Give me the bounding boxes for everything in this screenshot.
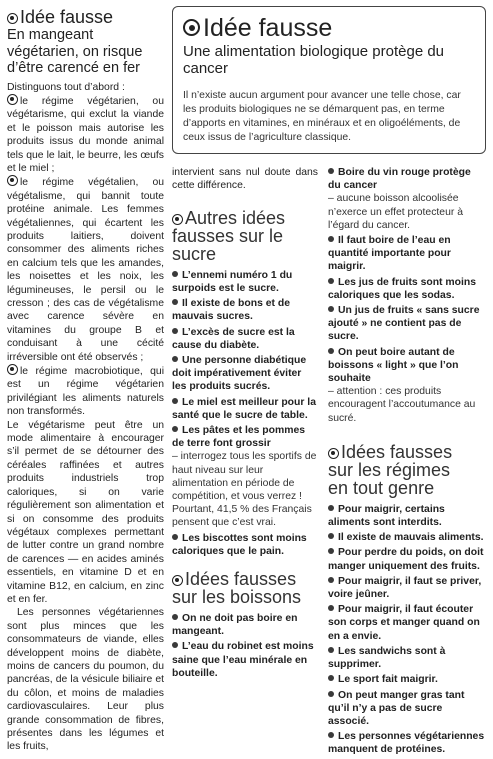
list-item xyxy=(328,166,486,232)
list-item xyxy=(328,346,486,425)
left-p2-text: le régime végétalien, ou végétalisme, qui bannit toute protéine animale. Les femmes végétaliennes, qui écartent les produits laitiers, doivent consommer des aliments riches en calcium tels que les amandes, les noisettes et les noix, les légumineuses, le persil ou le cresson ; des cas de végétalisme avec carence sévère en vitamines du groupe B et conduisant à une cécité irréversible ont été observés ; xyxy=(7,177,164,363)
filled-dot-icon xyxy=(328,306,334,312)
filled-dot-icon xyxy=(172,642,178,648)
circled-dot-icon xyxy=(328,448,339,459)
circled-dot-icon xyxy=(7,364,18,375)
list-item xyxy=(328,673,486,686)
filled-dot-icon xyxy=(328,732,334,738)
filled-dot-icon xyxy=(328,168,334,174)
filled-dot-icon xyxy=(172,426,178,432)
list-item-text: L’eau du robinet est moins saine que l’eau minérale en bouteille. xyxy=(172,641,314,679)
boissons-heading-line1: Idées fausses xyxy=(185,569,297,590)
filled-dot-icon xyxy=(172,534,178,540)
list-item-text: L’ennemi numéro 1 du surpoids est le sucre. xyxy=(172,269,293,295)
list-item-text: On ne doit pas boire en mangeant. xyxy=(172,613,298,638)
filled-dot-icon xyxy=(328,647,334,653)
list-item xyxy=(328,730,486,756)
list-item xyxy=(328,531,486,544)
filled-dot-icon xyxy=(328,505,334,511)
left-column xyxy=(7,8,164,754)
left-p1-text: le régime végétarien, ou végétarisme, qui exclut la viande et le poisson mais autorise les produits issus du monde animal tels que le lait, le beurre, les œufs et le miel ; xyxy=(7,95,164,174)
regimes-heading xyxy=(328,443,486,497)
list-item xyxy=(172,424,318,530)
left-p3 xyxy=(7,364,164,419)
boissons-heading-line2: sur les boissons xyxy=(172,587,302,608)
list-item-text: Pour maigrir, il faut se priver, voire jeûner. xyxy=(328,575,482,601)
boissons-list-continued xyxy=(328,166,486,425)
boissons-heading xyxy=(172,570,318,606)
left-p1 xyxy=(7,94,164,175)
filled-dot-icon xyxy=(172,328,178,334)
filled-dot-icon xyxy=(328,348,334,354)
list-item-text: Les pâtes et les pommes de terre font grossir xyxy=(172,425,306,450)
list-item xyxy=(328,689,486,729)
list-item-text: Les sandwichs sont à supprimer. xyxy=(328,645,446,671)
circled-dot-icon xyxy=(7,13,18,24)
list-item xyxy=(172,297,318,323)
list-item xyxy=(328,645,486,671)
list-item-text: Un jus de fruits « sans sucre ajouté » ne contient pas de sucre. xyxy=(328,305,480,343)
left-subtitle: En mangeant végétarien, on risque d’être carencé en fer xyxy=(7,27,143,76)
list-item xyxy=(328,546,486,572)
filled-dot-icon xyxy=(172,356,178,362)
list-item-text: Pour maigrir, il faut écouter son corps et manger quand on en a envie. xyxy=(328,604,480,642)
list-item-text: Boire du vin rouge protège du cancer xyxy=(328,167,471,192)
list-item xyxy=(172,269,318,295)
list-item xyxy=(172,640,318,680)
filled-dot-icon xyxy=(172,299,178,305)
boissons-list xyxy=(172,612,318,680)
filled-dot-icon xyxy=(328,548,334,554)
circled-dot-icon xyxy=(172,214,183,225)
list-item-text: Une personne diabétique doit impérativement éviter les produits sucrés. xyxy=(172,355,307,393)
mid-continuation: intervient sans nul doute dans cette différence. xyxy=(172,167,318,192)
circled-dot-icon xyxy=(183,19,200,36)
list-item-text: Les jus de fruits sont moins caloriques que les sodas. xyxy=(328,276,476,301)
middle-column xyxy=(172,166,318,682)
sucre-list xyxy=(172,269,318,558)
regimes-list xyxy=(328,503,486,757)
idee-fausse-box xyxy=(172,6,486,154)
list-item-text: Le sport fait maigrir. xyxy=(338,674,438,686)
list-item xyxy=(328,575,486,601)
regimes-heading-line2: sur les régimes xyxy=(328,459,451,480)
list-item-note: – attention : ces produits encouragent l’accoutumance au sucré. xyxy=(328,386,476,424)
left-intro: Distinguons tout d’abord : xyxy=(7,81,125,93)
box-title xyxy=(183,15,475,41)
left-body xyxy=(7,81,164,754)
list-item-text: On peut manger gras tant qu’il n’y a pas de sucre associé. xyxy=(328,689,465,727)
filled-dot-icon xyxy=(328,605,334,611)
list-item-text: Les personnes végétariennes manquent de protéines. xyxy=(328,731,485,756)
list-item xyxy=(172,612,318,638)
left-heading xyxy=(7,8,164,27)
list-item-text: Il existe de mauvais aliments. xyxy=(338,532,484,544)
filled-dot-icon xyxy=(328,675,334,681)
regimes-heading-line3: en tout genre xyxy=(328,477,435,498)
sucre-heading-line2: fausses sur le sucre xyxy=(172,225,284,264)
filled-dot-icon xyxy=(172,271,178,277)
list-item-text: Pour maigrir, certains aliments sont interdits. xyxy=(328,503,445,529)
regimes-heading-line1: Idées fausses xyxy=(341,441,453,462)
sucre-heading xyxy=(172,209,318,263)
box-text: Il n’existe aucun argument pour avancer une telle chose, car les produits biologiques ne se démarquent pas, en terme d’apports en vitamines, en minéraux et en oligoéléments, de ceux issus de l’agriculture classique. xyxy=(183,90,461,143)
list-item-text: Le miel est meilleur pour la santé que le sucre de table. xyxy=(172,396,316,421)
filled-dot-icon xyxy=(328,236,334,242)
list-item-note: – aucune boisson alcoolisée n’exerce un effet protecteur à l’égard du cancer. xyxy=(328,193,463,231)
list-item-text: Pour perdre du poids, on doit manger uniquement des fruits. xyxy=(328,547,484,572)
circled-dot-icon xyxy=(7,94,18,105)
left-p5: Les personnes végétariennes sont plus minces que les consommateurs de viande, elles développent moins de diabète, moins de cancers du poumon, du pancréas, de la vésicule biliaire et du côlon, et moins de maladies cardiovasculaires. Leur plus grande consommation de fibres, présentes dans les légumes et les fruits, xyxy=(7,607,164,753)
list-item xyxy=(172,396,318,422)
list-item xyxy=(328,276,486,302)
circled-dot-icon xyxy=(7,175,18,186)
filled-dot-icon xyxy=(172,614,178,620)
filled-dot-icon xyxy=(328,278,334,284)
circled-dot-icon xyxy=(172,575,183,586)
list-item-text: On peut boire autant de boissons « light » que l’on souhaite xyxy=(328,346,459,385)
left-heading-text: Idée fausse xyxy=(20,7,114,27)
filled-dot-icon xyxy=(328,691,334,697)
list-item xyxy=(172,354,318,394)
list-item xyxy=(328,503,486,529)
box-title-text: Idée fausse xyxy=(203,14,333,42)
list-item-text: Il faut boire de l’eau en quantité importante pour maigrir. xyxy=(328,235,451,273)
right-column xyxy=(328,166,486,759)
list-item xyxy=(328,603,486,643)
left-p2 xyxy=(7,175,164,364)
filled-dot-icon xyxy=(328,533,334,539)
list-item xyxy=(172,326,318,352)
filled-dot-icon xyxy=(328,577,334,583)
left-p4: Le végétarisme peut être un mode alimentaire à encourager s’il permet de se détourner des céréales raffinées et autres produits industriels trop caloriques, si on varie régulièrement son alimentation et si on consomme des produits végétaux complexes permettant de lutter contre un grand nombre de carences — en acides aminés essentiels, en vitamine D et en vitamine B12, en calcium, en zinc et en fer. xyxy=(7,419,164,605)
list-item xyxy=(172,532,318,558)
list-item-text: L’excès de sucre est la cause du diabète. xyxy=(172,326,295,351)
left-p3-text: le régime macrobiotique, qui est un régime végétarien privilégiant les aliments naturels non transformés. xyxy=(7,366,164,418)
list-item-text: Il existe de bons et de mauvais sucres. xyxy=(172,298,290,323)
filled-dot-icon xyxy=(172,398,178,404)
list-item xyxy=(328,234,486,274)
list-item-text: Les biscottes sont moins caloriques que le pain. xyxy=(172,532,307,557)
sucre-heading-line1: Autres idées xyxy=(185,207,286,228)
list-item xyxy=(328,304,486,344)
box-subtitle: Une alimentation biologique protège du cancer xyxy=(183,43,445,77)
list-item-note: – interrogez tous les sportifs de haut niveau sur leur alimentation en période de compétition, et vous verrez ! Pourtant, 41,5 % des Français pensent que c’est vrai. xyxy=(172,451,317,529)
